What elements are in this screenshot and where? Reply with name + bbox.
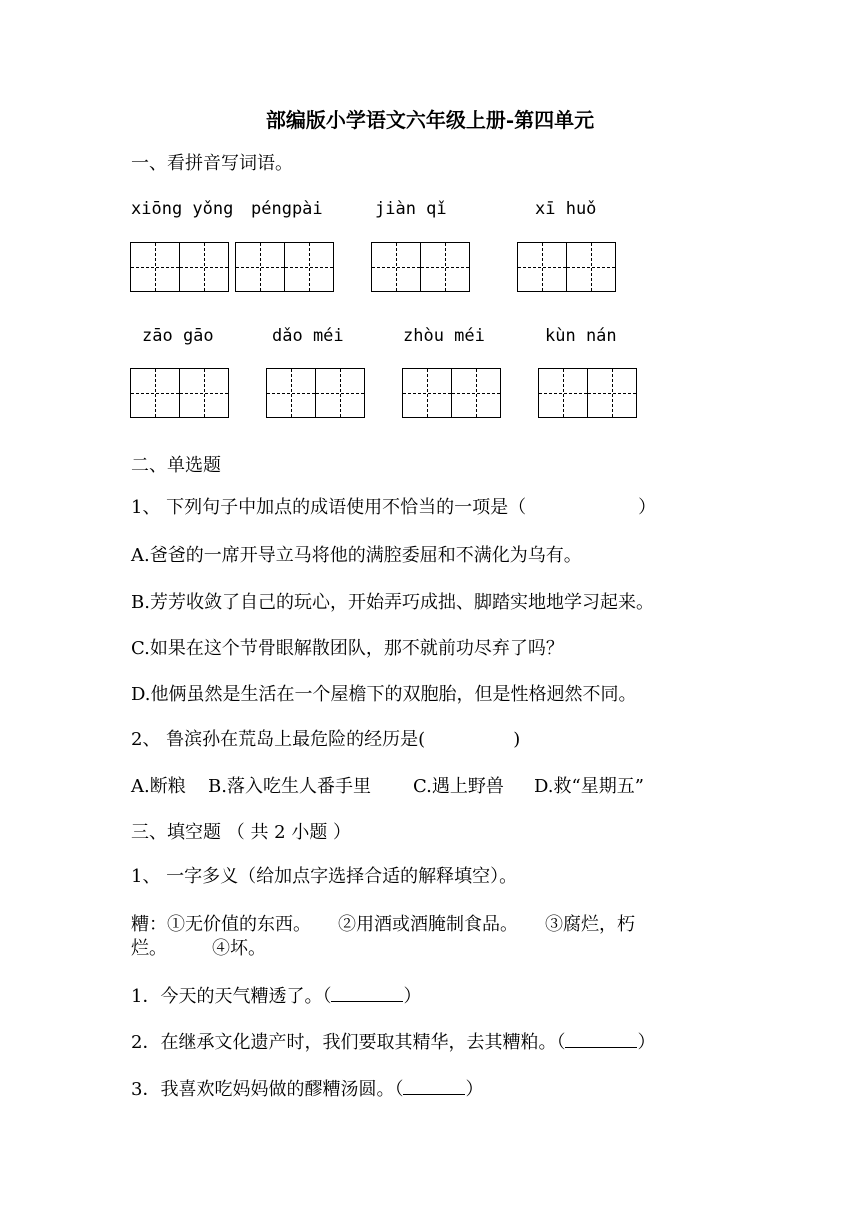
option: D.救“星期五” [534, 776, 644, 797]
option: B.芳芳收敛了自己的玩心，开始弄巧成拙、脚踏实地地学习起来。 [131, 592, 654, 613]
question-stem: 1、 下列句子中加点的成语使用不恰当的一项是（ [131, 497, 527, 518]
option: C.遇上野兽 [413, 776, 504, 797]
fill-item-text: 2．在继承文化遗产时，我们要取其精华，去其糟粕。（ [131, 1032, 566, 1053]
section-heading-pinyin: 一、看拼音写词语。 [131, 153, 293, 174]
option: C.如果在这个节骨眼解散团队，那不就前功尽弃了吗？ [131, 638, 564, 659]
option: A.爸爸的一席开导立马将他的满腔委屈和不满化为乌有。 [131, 545, 582, 566]
fill-item-text: 3．我喜欢吃妈妈做的醪糟汤圆。（ [131, 1079, 404, 1100]
fill-item-close: ） [465, 1079, 484, 1100]
meanings-text: 糟：①无价值的东西。 ②用酒或酒腌制食品。 ③腐烂，朽 [131, 914, 635, 935]
question-stem: 2、 鲁滨孙在荒岛上最危险的经历是( [131, 729, 426, 750]
section-heading-fill: 三、填空题 （ 共 2 小题 ） [131, 822, 352, 843]
fill-item-close: ） [403, 986, 422, 1007]
answer-blank[interactable] [331, 987, 403, 1002]
option: D.他俩虽然是生活在一个屋檐下的双胞胎，但是性格迥然不同。 [131, 684, 637, 705]
character-grid[interactable] [235, 242, 334, 292]
question-close: ） [638, 497, 657, 518]
pinyin-label: dǎo méi [272, 326, 344, 346]
fill-item-close: ） [637, 1032, 656, 1053]
pinyin-label: xiōng yǒng [131, 199, 234, 219]
pinyin-label: zhòu méi [403, 326, 485, 346]
fill-item [131, 1028, 655, 1054]
character-grid[interactable] [130, 242, 229, 292]
pinyin-label: xī huǒ [535, 199, 597, 219]
question-close: ) [513, 729, 521, 750]
question-2 [131, 725, 520, 751]
fill-item [131, 982, 421, 1008]
character-grid[interactable] [371, 242, 470, 292]
answer-blank[interactable] [565, 1033, 637, 1048]
meanings-text: 烂。 ④坏。 [131, 938, 266, 959]
question-stem: 1、 一字多义（给加点字选择合适的解释填空）。 [131, 866, 518, 887]
option: B.落入吃生人番手里 [208, 776, 371, 797]
option: A.断粮 [131, 776, 186, 797]
character-grid[interactable] [517, 242, 616, 292]
section-heading-choice: 二、单选题 [131, 455, 221, 476]
character-grid[interactable] [538, 368, 637, 418]
pinyin-label: jiàn qǐ [375, 199, 447, 219]
character-grid[interactable] [402, 368, 501, 418]
pinyin-label: zāo gāo [142, 326, 214, 346]
character-grid[interactable] [130, 368, 229, 418]
fill-item-text: 1．今天的天气糟透了。（ [131, 986, 332, 1007]
answer-blank[interactable] [403, 1080, 465, 1095]
pinyin-label: kùn nán [545, 326, 617, 346]
page-title: 部编版小学语文六年级上册-第四单元 [265, 108, 595, 132]
question-1 [131, 493, 656, 519]
character-grid[interactable] [266, 368, 365, 418]
pinyin-label: péngpài [251, 199, 323, 219]
fill-item [131, 1075, 483, 1101]
